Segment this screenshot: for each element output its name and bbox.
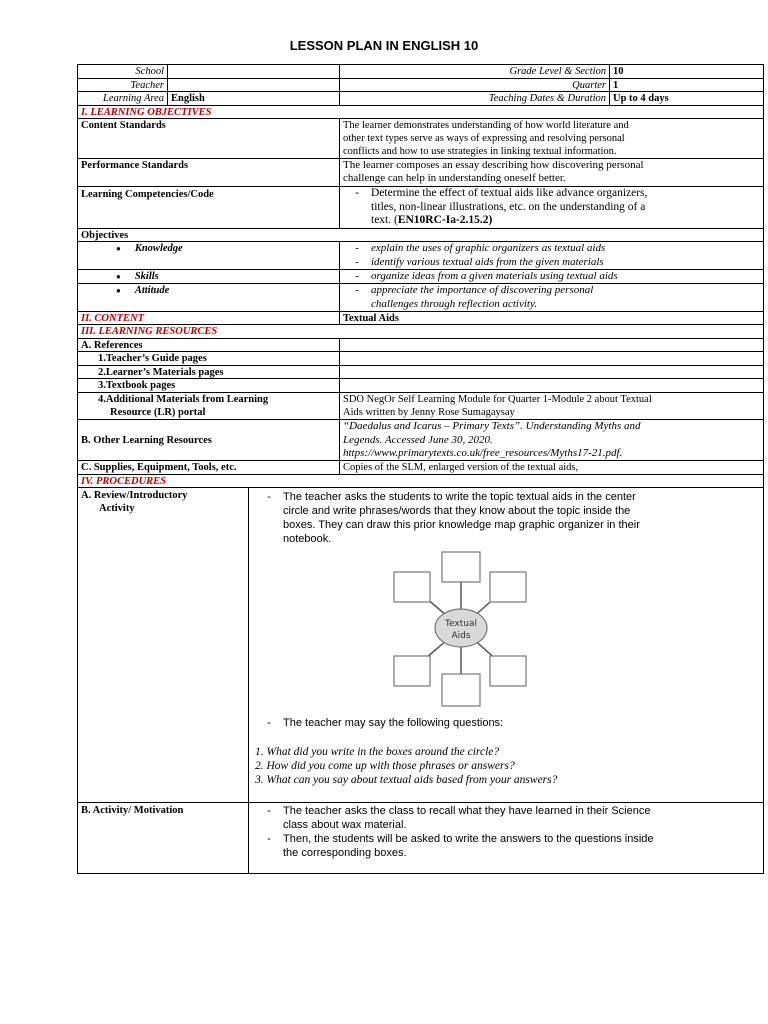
competency-line	[371, 214, 647, 228]
section-objectives-title: I. LEARNING OBJECTIVES	[81, 107, 212, 118]
quarter-label: Quarter	[339, 79, 609, 91]
page-title: LESSON PLAN IN ENGLISH 10	[289, 38, 479, 53]
empty-box	[442, 674, 480, 706]
review-line: boxes. They can draw this prior knowledge map graphic organizer in their	[283, 519, 640, 531]
content-standards-label: Content Standards	[81, 120, 166, 131]
attitude-value	[339, 284, 763, 311]
grade-label: Grade Level & Section	[339, 65, 609, 78]
empty-box	[490, 572, 526, 602]
attitude-label-text: Attitude	[134, 285, 170, 296]
other-resources-line: “Daedalus and Icarus – Primary Texts”. Understanding Myths and	[343, 420, 641, 432]
empty-box	[394, 656, 430, 686]
teacher-label: Teacher	[130, 80, 164, 91]
additional-materials-label-line: Resource (LR) portal	[110, 407, 206, 418]
references-row	[78, 339, 763, 352]
additional-materials-label-line: 4.Additional Materials from Learning	[98, 394, 269, 405]
dates-label: Teaching Dates & Duration	[339, 92, 609, 105]
other-resources-line: https://www.primarytexts.co.uk/free_resources/Myths17-21.pdf.	[343, 447, 623, 459]
skills-label-text: Skills	[134, 271, 159, 282]
supplies-value: Copies of the SLM, enlarged version of the textual aids,	[339, 461, 763, 474]
section-resources	[78, 325, 763, 339]
bullet-marker: ●	[116, 286, 121, 295]
dash-marker: -	[267, 717, 271, 729]
knowledge-row	[78, 242, 763, 270]
review-label-line: A. Review/Introductory	[81, 490, 188, 501]
activity-line: the corresponding boxes.	[283, 847, 407, 859]
activity-line: Then, the students will be asked to write the answers to the questions inside	[283, 833, 654, 845]
header-row-school	[78, 65, 763, 79]
empty-box	[442, 552, 480, 582]
dash-marker: -	[355, 187, 359, 199]
quarter-value: 1	[609, 79, 763, 91]
additional-materials-label	[78, 393, 339, 419]
area-label: Learning Area	[103, 93, 164, 104]
objectives-label: Objectives	[81, 230, 129, 241]
section-procedures	[78, 475, 763, 488]
objective-text: appreciate the importance of discovering personal	[371, 284, 594, 296]
section-resources-title: III. LEARNING RESOURCES	[81, 326, 218, 337]
empty-box	[394, 572, 430, 602]
additional-materials-row	[78, 393, 763, 420]
activity-item	[255, 804, 760, 832]
center-text-line: Aids	[451, 631, 471, 641]
section-procedures-title: IV. PROCEDURES	[81, 476, 167, 487]
dash-marker: -	[355, 270, 359, 282]
knowledge-value	[339, 242, 763, 269]
objectives-header-row	[78, 229, 763, 242]
dash-marker: -	[267, 833, 271, 845]
objective-text: explain the uses of graphic organizers as textual aids	[371, 242, 606, 254]
activity-label: B. Activity/ Motivation	[81, 805, 184, 816]
bullet-marker: ●	[116, 244, 121, 253]
lesson-plan-table	[77, 64, 764, 874]
references-value	[339, 339, 763, 351]
graphic-organizer-diagram	[390, 548, 532, 708]
dates-value: Up to 4 days	[609, 92, 763, 105]
supplies-label: C. Supplies, Equipment, Tools, etc.	[81, 462, 237, 473]
lm-label: 2.Learner’s Materials pages	[98, 367, 224, 378]
section-objectives	[78, 106, 763, 119]
school-value	[167, 65, 339, 78]
tb-value	[339, 379, 763, 392]
grade-value: 10	[609, 65, 763, 78]
performance-standards-line: challenge can help in understanding oneself better.	[343, 172, 566, 184]
attitude-row	[78, 284, 763, 312]
attitude-label	[78, 284, 339, 311]
performance-standards-row	[78, 159, 763, 187]
tg-label: 1.Teacher’s Guide pages	[98, 353, 207, 364]
review-say-text: The teacher may say the following questions:	[283, 717, 504, 729]
dash-marker: -	[355, 284, 359, 296]
lm-value	[339, 366, 763, 378]
skills-label	[78, 270, 339, 283]
review-line: circle and write phrases/words that they know about the topic inside the	[283, 505, 631, 517]
competency-line: titles, non-linear illustrations, etc. on the understanding of a	[371, 200, 646, 213]
performance-standards-label: Performance Standards	[81, 160, 189, 171]
content-standards-row	[78, 119, 763, 159]
review-item	[255, 488, 760, 546]
center-text-line: Textual	[445, 619, 477, 629]
activity-row	[78, 803, 763, 873]
other-resources-row	[78, 420, 763, 461]
question-item: 2. How did you come up with those phrases or answers?	[255, 760, 515, 772]
content-standards-line: other text types serve as ways of expressing and resolving personal	[343, 133, 625, 144]
content-standards-line: The learner demonstrates understanding of how world literature and	[343, 120, 629, 131]
empty-box	[490, 656, 526, 686]
school-label: School	[135, 66, 164, 77]
review-line: notebook.	[283, 533, 332, 545]
skills-row	[78, 270, 763, 284]
objective-text: identify various textual aids from the given materials	[371, 255, 604, 268]
competencies-label: Learning Competencies/Code	[81, 189, 214, 200]
competency-item	[343, 187, 760, 228]
additional-materials-line: Aids written by Jenny Rose Sumagaysay	[343, 407, 515, 418]
tb-label: 3.Textbook pages	[98, 380, 176, 391]
tb-row	[78, 379, 763, 393]
header-row-area	[78, 92, 763, 106]
activity-line: The teacher asks the class to recall what they have learned in their Science	[283, 805, 651, 817]
competency-code: EN10RC-Ia-2.15.2)	[397, 214, 493, 226]
competency-last-line: text. (	[371, 214, 398, 226]
activity-content	[248, 803, 763, 873]
review-questions	[255, 745, 557, 787]
objective-text: organize ideas from a given materials using textual aids	[371, 270, 618, 282]
review-line: The teacher asks the students to write the topic textual aids in the center	[283, 491, 636, 503]
competencies-value	[339, 187, 763, 228]
section-content-title: II. CONTENT	[81, 313, 145, 324]
lm-row	[78, 366, 763, 379]
other-resources-label: B. Other Learning Resources	[81, 434, 212, 446]
objective-item	[343, 256, 760, 270]
additional-materials-line: SDO NegOr Self Learning Module for Quarter 1-Module 2 about Textual	[343, 394, 652, 405]
review-label-line: Activity	[99, 503, 135, 514]
other-resources-value	[339, 420, 763, 460]
activity-item	[255, 832, 760, 860]
content-standards-value	[339, 119, 763, 158]
objective-item	[343, 284, 760, 311]
references-label: A. References	[81, 340, 143, 351]
question-item: 3. What can you say about textual aids based from your answers?	[255, 774, 558, 786]
other-resources-line: Legends. Accessed June 30, 2020.	[343, 433, 493, 446]
header-row-teacher	[78, 79, 763, 92]
performance-standards-line: The learner composes an essay describing how discovering personal	[343, 159, 644, 171]
section-content-row	[78, 312, 763, 325]
content-standards-line: conflicts and how to use strategies in linking textual information.	[343, 146, 617, 157]
performance-standards-value	[339, 159, 763, 186]
knowledge-label-text: Knowledge	[134, 243, 183, 254]
activity-line: class about wax material.	[283, 819, 407, 831]
review-say-item	[255, 716, 503, 730]
skills-value	[339, 270, 763, 283]
knowledge-label	[78, 242, 339, 269]
area-value: English	[167, 92, 339, 105]
bullet-marker: ●	[116, 272, 121, 281]
review-label	[78, 488, 248, 802]
tg-row	[78, 352, 763, 366]
dash-marker: -	[355, 255, 359, 268]
content-value: Textual Aids	[339, 312, 763, 324]
objective-text: challenges through reflection activity.	[371, 297, 537, 310]
competency-line: Determine the effect of textual aids like advance organizers,	[371, 187, 648, 199]
tg-value	[339, 352, 763, 365]
teacher-value	[167, 79, 339, 91]
additional-materials-value	[339, 393, 763, 419]
competencies-row	[78, 187, 763, 229]
supplies-row	[78, 461, 763, 475]
objective-item	[343, 242, 760, 256]
dash-marker: -	[355, 242, 359, 254]
objective-item	[343, 270, 760, 283]
question-item: 1. What did you write in the boxes around the circle?	[255, 746, 500, 758]
dash-marker: -	[267, 805, 271, 817]
dash-marker: -	[267, 491, 271, 503]
